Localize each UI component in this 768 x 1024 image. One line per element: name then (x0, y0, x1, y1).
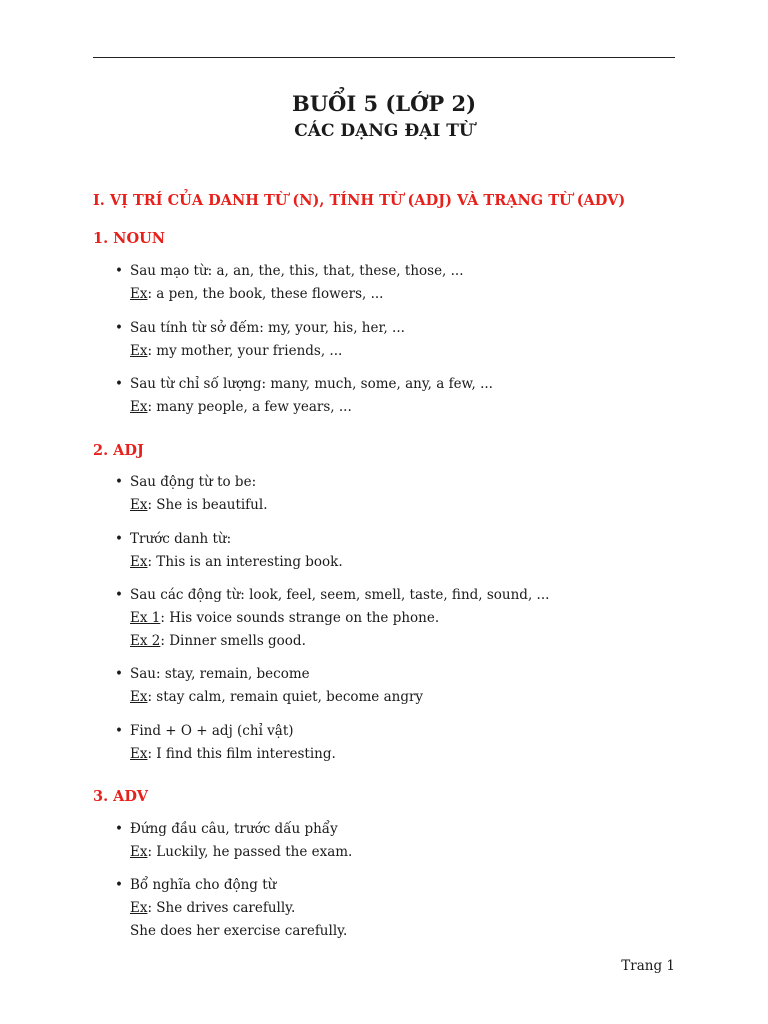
adv-heading: 3. ADV (93, 788, 149, 805)
bullet-icon: • (115, 376, 123, 392)
bullet-icon: • (115, 587, 123, 603)
list-item: • Đứng đầu câu, trước dấu phẩy Ex: Luckily, he passed the exam. (115, 818, 352, 864)
bullet-icon: • (115, 474, 123, 490)
section-heading: I. VỊ TRÍ CỦA DANH TỪ (N), TÍNH TỪ (ADJ) VÀ TRẠNG TỪ (ADV) (93, 192, 626, 209)
list-item: • Sau động từ to be: Ex: She is beautiful. (115, 471, 268, 517)
bullet-icon: • (115, 877, 123, 893)
list-item: • Sau các động từ: look, feel, seem, smell, taste, find, sound, ... Ex 1: His voice sounds strange on the phone. Ex 2: Dinner smells good. (115, 584, 549, 653)
list-item: • Find + O + adj (chỉ vật) Ex: I find this film interesting. (115, 720, 336, 766)
noun-heading: 1. NOUN (93, 230, 165, 247)
list-item: • Sau: stay, remain, become Ex: stay calm, remain quiet, become angry (115, 663, 423, 709)
bullet-icon: • (115, 821, 123, 837)
bullet-icon: • (115, 320, 123, 336)
header-rule (93, 57, 675, 58)
bullet-icon: • (115, 263, 123, 279)
list-item: • Sau từ chỉ số lượng: many, much, some, any, a few, ... Ex: many people, a few years, ... (115, 373, 493, 419)
adj-heading: 2. ADJ (93, 442, 144, 459)
bullet-icon: • (115, 666, 123, 682)
list-item: • Sau mạo từ: a, an, the, this, that, these, those, ... Ex: a pen, the book, these flowers, ... (115, 260, 464, 306)
page-title: BUỔI 5 (LỚP 2) (291, 91, 477, 116)
list-item: • Sau tính từ sở đếm: my, your, his, her, ... Ex: my mother, your friends, ... (115, 317, 405, 363)
bullet-icon: • (115, 723, 123, 739)
list-item: • Bổ nghĩa cho động từ Ex: She drives carefully. She does her exercise carefully. (115, 874, 347, 943)
page-subtitle: CÁC DẠNG ĐẠI TỪ (294, 121, 474, 141)
list-item: • Trước danh từ: Ex: This is an interesting book. (115, 528, 343, 574)
page-number: Trang 1 (621, 958, 675, 974)
bullet-icon: • (115, 531, 123, 547)
